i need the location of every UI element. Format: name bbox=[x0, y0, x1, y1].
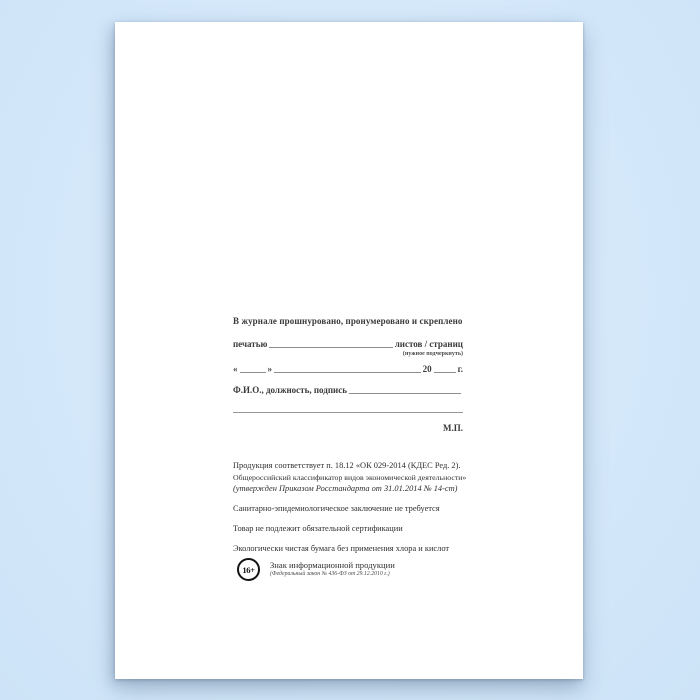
sanitary-statement: Санитарно-эпидемиологическое заключение не требуется bbox=[233, 504, 440, 513]
date-row bbox=[233, 364, 463, 374]
compliance-line1: Продукция соответствует п. 18.12 «ОК 029-2014 (КДЕС Ред. 2). bbox=[233, 461, 461, 470]
compliance-paragraph bbox=[233, 460, 467, 495]
journal-back-page bbox=[115, 22, 583, 679]
underline-note: (нужное подчеркнуть) bbox=[402, 351, 463, 357]
age-mark-text bbox=[270, 558, 395, 578]
age-mark-law-note: (Федеральный закон № 436-ФЗ от 29.12.2010 г.) bbox=[270, 571, 390, 577]
signature-row bbox=[233, 385, 463, 395]
blank-line-day bbox=[240, 371, 266, 373]
year-suffix: г. bbox=[457, 364, 463, 374]
signature-label: Ф.И.О., должность, подпись bbox=[233, 385, 347, 395]
certification-statement: Товар не подлежит обязательной сертификации bbox=[233, 524, 403, 533]
age-16plus-badge-icon: 16+ bbox=[237, 558, 260, 581]
blank-line-full-width bbox=[233, 411, 463, 413]
eco-paper-statement: Экологически чистая бумага без применения хлора и кислот bbox=[233, 544, 450, 553]
blank-line-year bbox=[434, 371, 456, 373]
blank-line-signature bbox=[349, 392, 461, 394]
year-prefix: 20 bbox=[422, 364, 432, 374]
seal-prefix-label: печатью bbox=[233, 339, 268, 349]
age-mark-row bbox=[233, 558, 463, 581]
compliance-line2: Общероссийский классификатор видов экономической деятельности» bbox=[233, 472, 467, 482]
blank-line-seal bbox=[269, 346, 392, 348]
sheets-pages-label: листов / страниц bbox=[394, 339, 463, 349]
quote-close: » bbox=[267, 364, 272, 374]
binding-statement: В журнале прошнуровано, пронумеровано и скреплено bbox=[233, 316, 463, 326]
age-mark-label: Знак информационной продукции bbox=[270, 560, 395, 570]
compliance-line3: (утвержден Приказом Росстандарта от 31.01.2014 № 14-ст) bbox=[233, 484, 458, 493]
seal-place-abbr: М.П. bbox=[443, 423, 463, 433]
blank-line-month bbox=[274, 371, 421, 373]
seal-sheets-row bbox=[233, 339, 463, 349]
quote-open: « bbox=[233, 364, 238, 374]
